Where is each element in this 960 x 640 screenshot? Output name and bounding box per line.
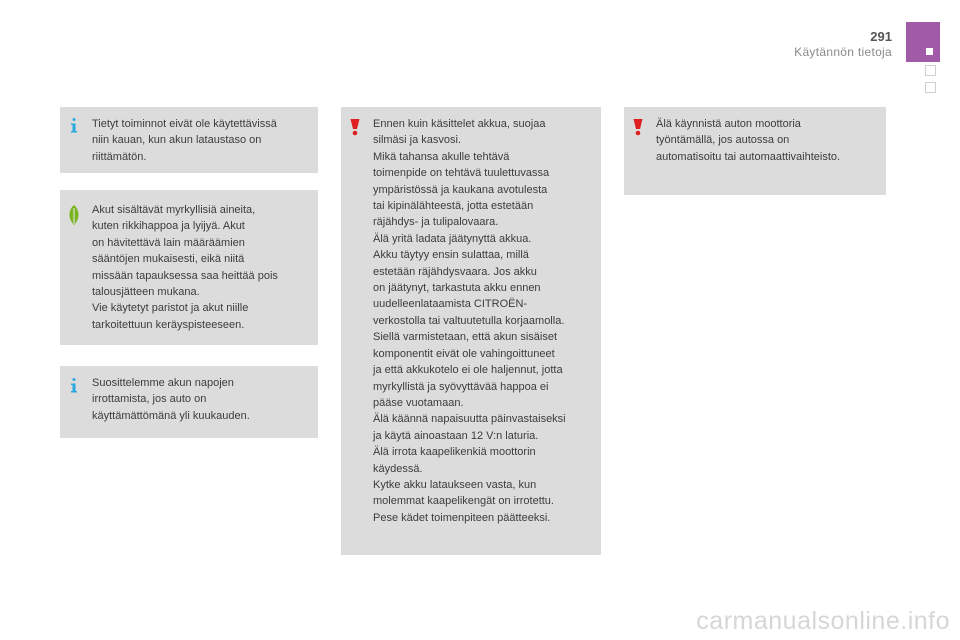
warning-note-battery-handling bbox=[341, 107, 601, 555]
info-icon bbox=[65, 117, 83, 135]
note-line: ja käytä ainoastaan 12 V:n laturia. bbox=[373, 429, 539, 442]
note-line: Älä irrota kaapelikenkiä moottorin bbox=[373, 446, 536, 459]
note-line: työntämällä, jos autossa on bbox=[656, 134, 790, 147]
tab-outline-2[interactable] bbox=[925, 82, 936, 93]
note-line: Älä käynnistä auton moottoria bbox=[656, 118, 801, 130]
note-line: ympäristössä ja kaukana avotulesta bbox=[373, 183, 548, 196]
page-number: 291 bbox=[870, 29, 892, 44]
note-line: talousjätteen mukana. bbox=[92, 286, 200, 299]
note-line: Siellä varmistetaan, että akun sisäiset bbox=[373, 331, 558, 344]
note-line: estetään räjähdysvaara. Jos akku bbox=[373, 265, 537, 278]
note-line: sääntöjen mukaisesti, eikä niitä bbox=[92, 253, 245, 266]
info-icon bbox=[65, 377, 83, 395]
note-line: komponentit eivät ole vahingoittuneet bbox=[373, 347, 555, 360]
note-line: Mikä tahansa akulle tehtävä bbox=[373, 150, 510, 163]
note-line: Vie käytetyt paristot ja akut niille bbox=[92, 302, 249, 315]
note-line: Ennen kuin käsittelet akkua, suojaa bbox=[373, 118, 546, 130]
section-tab[interactable] bbox=[906, 22, 940, 62]
tab-outline-1[interactable] bbox=[925, 65, 936, 76]
section-title: Käytännön tietoja bbox=[794, 45, 892, 59]
warning-icon bbox=[629, 118, 647, 136]
note-line: automatisoitu tai automaattivaihteisto. bbox=[656, 150, 841, 163]
info-note-disconnect bbox=[60, 366, 318, 438]
note-line: Suosittelemme akun napojen bbox=[92, 377, 234, 389]
note-line: tarkoitettuun keräyspisteeseen. bbox=[92, 318, 245, 331]
note-line: kuten rikkihappoa ja lyijyä. Akut bbox=[92, 220, 245, 233]
note-line: räjähdys- ja tulipalovaara. bbox=[373, 216, 499, 229]
note-line: silmäsi ja kasvosi. bbox=[373, 134, 462, 147]
note-line: Älä käännä napaisuutta päinvastaiseksi bbox=[373, 413, 566, 426]
note-line: uudelleenlataamista CITROËN- bbox=[373, 298, 528, 311]
note-line: Älä yritä ladata jäätynyttä akkua. bbox=[373, 232, 532, 245]
note-line: niin kauan, kun akun lataustaso on bbox=[92, 134, 262, 147]
note-line: missään tapauksessa saa heittää pois bbox=[92, 269, 278, 282]
note-line: tai kipinälähteestä, jotta estetään bbox=[373, 200, 534, 213]
note-line: Tietyt toiminnot eivät ole käytettävissä bbox=[92, 118, 277, 130]
eco-note-disposal bbox=[60, 190, 318, 345]
note-line: Pese kädet toimenpiteen päätteeksi. bbox=[373, 511, 551, 524]
note-line: Akku täytyy ensin sulattaa, millä bbox=[373, 249, 529, 262]
note-line: pääse vuotamaan. bbox=[373, 396, 464, 409]
note-line: molemmat kaapelikengät on irrotettu. bbox=[373, 495, 554, 508]
note-line: ja että akkukotelo ei ole haljennut, jotta bbox=[373, 364, 563, 377]
watermark: carmanualsonline.info bbox=[696, 607, 950, 635]
note-line: käydessä. bbox=[373, 462, 423, 475]
note-line: on jäätynyt, tarkastuta akku ennen bbox=[373, 282, 541, 295]
info-note-battery-level bbox=[60, 107, 318, 173]
warning-note-push-start bbox=[624, 107, 886, 195]
note-line: käyttämättömänä yli kuukauden. bbox=[92, 409, 250, 422]
leaf-icon bbox=[65, 204, 83, 226]
note-line: Kytke akku lataukseen vasta, kun bbox=[373, 478, 537, 491]
tab-marker bbox=[926, 48, 933, 55]
note-line: myrkyllistä ja syövyttävää happoa ei bbox=[373, 380, 549, 393]
note-line: Akut sisältävät myrkyllisiä aineita, bbox=[92, 204, 256, 216]
note-line: on hävitettävä lain määräämien bbox=[92, 236, 245, 249]
warning-icon bbox=[346, 118, 364, 136]
note-line: toimenpide on tehtävä tuulettuvassa bbox=[373, 167, 550, 180]
note-line: verkostolla tai valtuutetulla korjaamolla. bbox=[373, 314, 565, 327]
note-line: irrottamista, jos auto on bbox=[92, 393, 207, 406]
note-line: riittämätön. bbox=[92, 150, 147, 163]
